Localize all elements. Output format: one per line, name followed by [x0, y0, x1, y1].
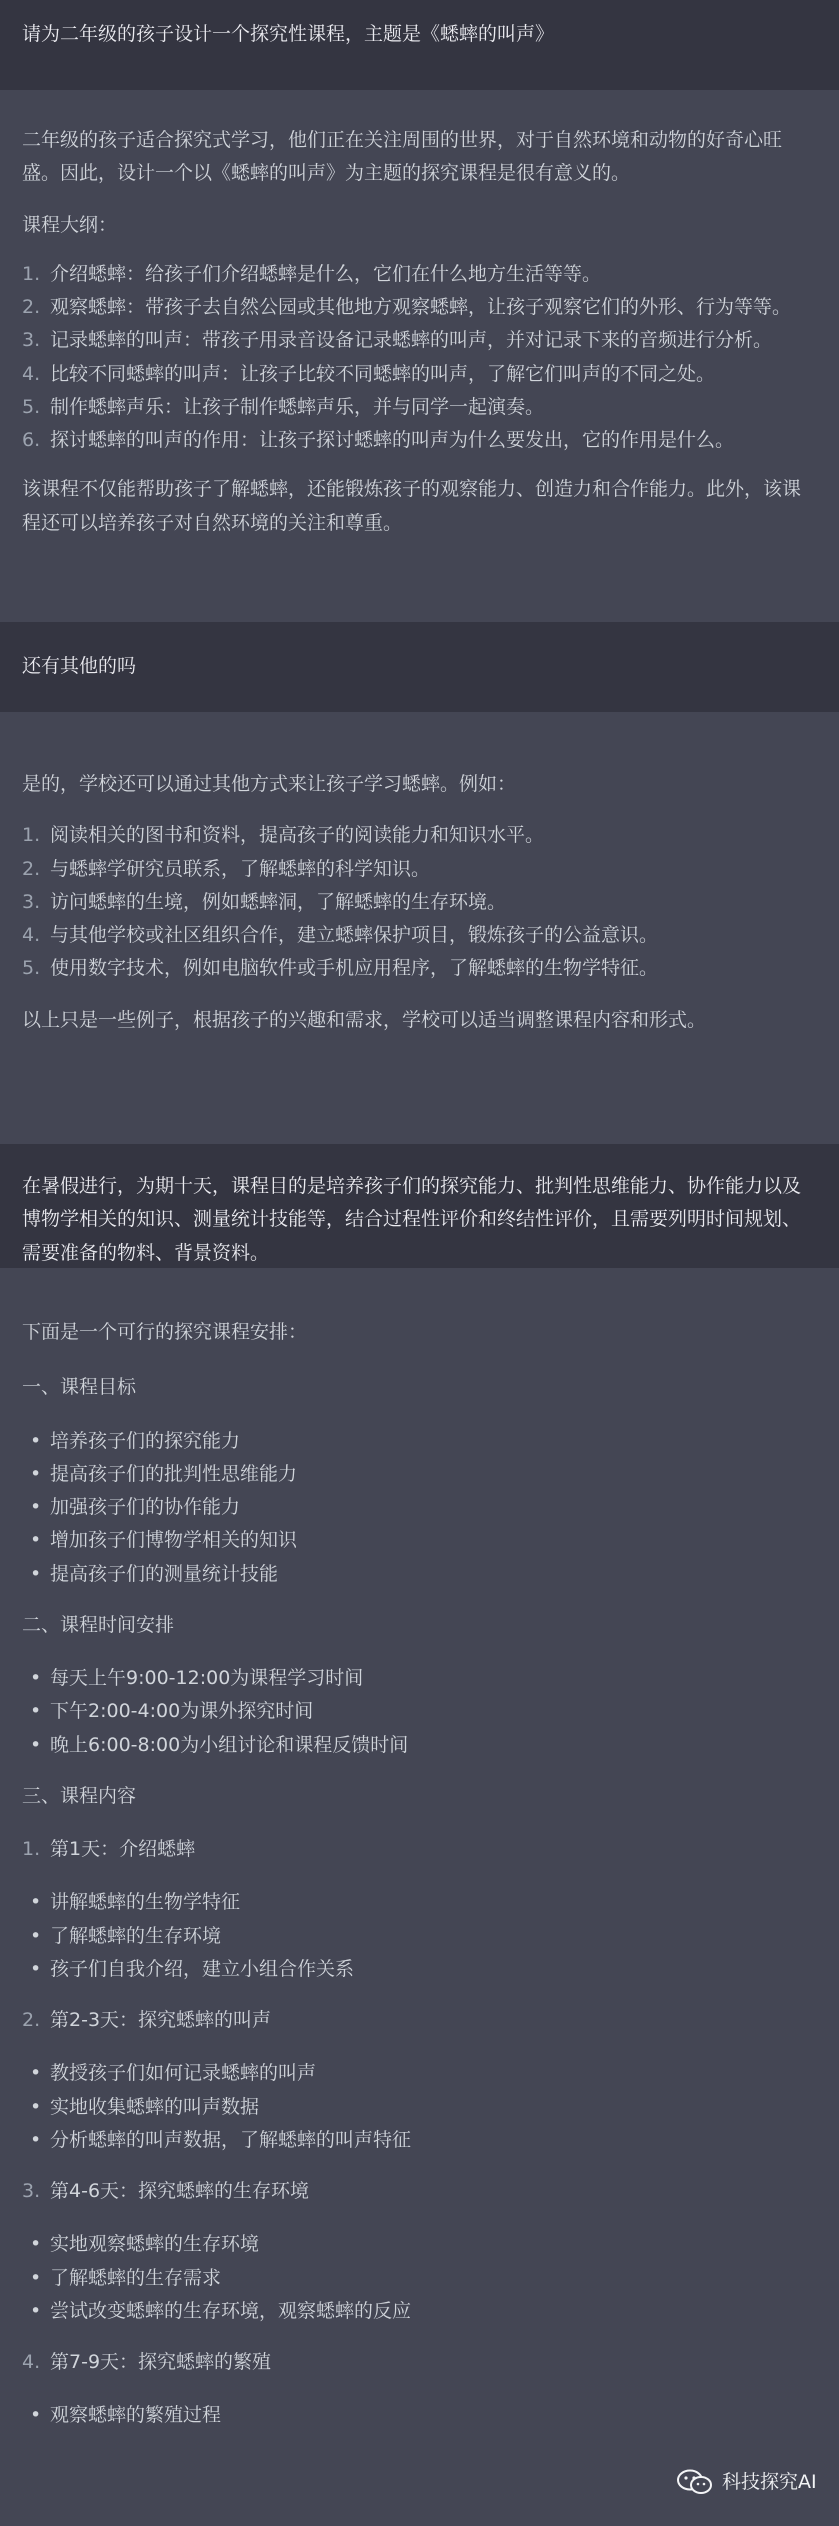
- list-item: [22, 886, 817, 919]
- list-number: 3.: [22, 890, 41, 913]
- user-message: [0, 0, 839, 90]
- bullet-icon: •: [30, 1733, 42, 1756]
- bullet-item: [22, 1695, 817, 1728]
- bullet-text: 实地观察蟋蟀的生存环境: [50, 2233, 260, 2256]
- assistant-paragraph: 二年级的孩子适合探究式学习，他们正在关注周围的世界，对于自然环境和动物的好奇心旺盛。因此，设计一个以《蟋蟀的叫声》为主题的探究课程是很有意义的。: [22, 129, 783, 185]
- list-number: 2.: [22, 857, 41, 880]
- bullet-text: 培养孩子们的探究能力: [50, 1429, 241, 1452]
- list-item: [22, 391, 817, 424]
- assistant-paragraph: 下面是一个可行的探究课程安排：: [22, 1321, 308, 1343]
- list-item: [22, 952, 817, 985]
- list-number: 2.: [22, 2009, 41, 2031]
- bullet-text: 增加孩子们博物学相关的知识: [50, 1529, 298, 1552]
- list-number: 3.: [22, 2180, 41, 2202]
- bullet-item: [22, 1524, 817, 1557]
- day-heading: [22, 2175, 817, 2208]
- bullet-text: 了解蟋蟀的生存需求: [50, 2266, 222, 2289]
- bullet-item: [22, 2262, 817, 2295]
- bullet-item: [22, 1558, 817, 1591]
- day-task-list: [22, 2399, 817, 2432]
- day-heading: [22, 2004, 817, 2037]
- watermark: [676, 2468, 817, 2496]
- bullet-icon: •: [30, 2404, 42, 2427]
- user-message-text: 请为二年级的孩子设计一个探究性课程，主题是《蟋蟀的叫声》: [22, 23, 555, 45]
- list-number: 4.: [22, 2351, 41, 2373]
- user-message: [0, 622, 839, 712]
- day-title: 第4-6天：探究蟋蟀的生存环境: [50, 2180, 310, 2202]
- list-item-text: 使用数字技术，例如电脑软件或手机应用程序，了解蟋蟀的生物学特征。: [50, 957, 659, 980]
- list-item: [22, 358, 817, 391]
- list-number: 6.: [22, 429, 41, 451]
- list-item: [22, 919, 817, 952]
- bullet-item: [22, 1662, 817, 1695]
- list-number: 2.: [22, 296, 41, 318]
- list-item: [22, 291, 817, 324]
- bullet-icon: •: [30, 1891, 42, 1914]
- bullet-item: [22, 1886, 817, 1919]
- bullet-text: 孩子们自我介绍，建立小组合作关系: [50, 1957, 355, 1980]
- bullet-icon: •: [30, 1957, 42, 1980]
- bullet-text: 尝试改变蟋蟀的生存环境，观察蟋蟀的反应: [50, 2299, 412, 2322]
- list-item: [22, 853, 817, 886]
- user-message-text: 还有其他的吗: [22, 655, 137, 677]
- bullet-icon: •: [30, 1562, 42, 1585]
- assistant-paragraph: 是的，学校还可以通过其他方式来让孩子学习蟋蟀。例如：: [22, 773, 517, 795]
- user-message: [0, 1144, 839, 1268]
- assistant-message: [0, 1268, 839, 2526]
- day-task-list: [22, 2057, 817, 2157]
- bullet-text: 讲解蟋蟀的生物学特征: [50, 1891, 241, 1914]
- list-item-text: 制作蟋蟀声乐：让孩子制作蟋蟀声乐，并与同学一起演奏。: [50, 395, 545, 418]
- time-list: [22, 1662, 817, 1762]
- bullet-icon: •: [30, 1700, 42, 1723]
- bullet-text: 加强孩子们的协作能力: [50, 1496, 241, 1518]
- list-number: 4.: [22, 362, 41, 385]
- bullet-item: [22, 2295, 817, 2328]
- bullet-icon: •: [30, 2266, 42, 2289]
- bullet-text: 下午2:00-4:00为课外探究时间: [50, 1700, 314, 1723]
- day-title: 第1天：介绍蟋蟀: [50, 1838, 196, 1860]
- assistant-paragraph: 该课程不仅能帮助孩子了解蟋蟀，还能锻炼孩子的观察能力、创造力和合作能力。此外，该课程还可以培养孩子对自然环境的关注和尊重。: [22, 478, 802, 534]
- list-item-text: 比较不同蟋蟀的叫声：让孩子比较不同蟋蟀的叫声，了解它们叫声的不同之处。: [50, 362, 716, 385]
- list-number: 4.: [22, 924, 41, 946]
- outline-list: [22, 258, 817, 458]
- outline-heading: 课程大纲：: [22, 213, 118, 236]
- list-item: [22, 258, 817, 291]
- list-item-text: 探讨蟋蟀的叫声的作用：让孩子探讨蟋蟀的叫声为什么要发出，它的作用是什么。: [50, 429, 735, 451]
- bullet-icon: •: [30, 2095, 42, 2118]
- assistant-message: [0, 712, 839, 1144]
- bullet-text: 晚上6:00-8:00为小组讨论和课程反馈时间: [50, 1733, 409, 1756]
- list-item-text: 与蟋蟀学研究员联系，了解蟋蟀的科学知识。: [50, 857, 431, 880]
- section-heading: 一、课程目标: [22, 1376, 137, 1399]
- wechat-icon: [676, 2468, 714, 2496]
- bullet-icon: •: [30, 1924, 42, 1947]
- bullet-item: [22, 1953, 817, 1986]
- bullet-item: [22, 2399, 817, 2432]
- list-number: 5.: [22, 957, 41, 980]
- bullet-text: 提高孩子们的测量统计技能: [50, 1562, 279, 1585]
- bullet-item: [22, 2124, 817, 2157]
- bullet-item: [22, 1920, 817, 1953]
- list-number: 1.: [22, 262, 41, 285]
- bullet-icon: •: [30, 2062, 42, 2085]
- section-heading: 二、课程时间安排: [22, 1613, 175, 1636]
- list-item-text: 观察蟋蟀：带孩子去自然公园或其他地方观察蟋蟀，让孩子观察它们的外形、行为等等。: [50, 296, 792, 318]
- bullet-item: [22, 1458, 817, 1491]
- bullet-item: [22, 1729, 817, 1762]
- bullet-item: [22, 1425, 817, 1458]
- day-title: 第7-9天：探究蟋蟀的繁殖: [50, 2351, 272, 2373]
- bullet-item: [22, 2057, 817, 2090]
- bullet-text: 分析蟋蟀的叫声数据，了解蟋蟀的叫声特征: [50, 2128, 412, 2151]
- list-item-text: 阅读相关的图书和资料，提高孩子的阅读能力和知识水平。: [50, 824, 545, 847]
- list-item-text: 与其他学校或社区组织合作，建立蟋蟀保护项目，锻炼孩子的公益意识。: [50, 924, 659, 946]
- day-title: 第2-3天：探究蟋蟀的叫声: [50, 2009, 272, 2031]
- day-heading: [22, 1833, 817, 1866]
- example-list: [22, 819, 817, 985]
- bullet-text: 每天上午9:00-12:00为课程学习时间: [50, 1667, 364, 1689]
- day-heading: [22, 2346, 817, 2379]
- bullet-icon: •: [30, 1429, 42, 1452]
- list-item: [22, 819, 817, 852]
- bullet-icon: •: [30, 1496, 42, 1518]
- bullet-text: 了解蟋蟀的生存环境: [50, 1924, 222, 1947]
- watermark-text: 科技探究AI: [722, 2471, 817, 2493]
- bullet-item: [22, 1491, 817, 1524]
- bullet-icon: •: [30, 1667, 42, 1689]
- bullet-icon: •: [30, 2233, 42, 2256]
- bullet-text: 观察蟋蟀的繁殖过程: [50, 2404, 222, 2427]
- list-number: 1.: [22, 824, 41, 847]
- list-number: 5.: [22, 395, 41, 418]
- list-number: 1.: [22, 1838, 41, 1860]
- bullet-item: [22, 2228, 817, 2261]
- list-number: 3.: [22, 329, 41, 352]
- bullet-icon: •: [30, 1529, 42, 1552]
- bullet-item: [22, 2091, 817, 2124]
- bullet-text: 实地收集蟋蟀的叫声数据: [50, 2095, 260, 2118]
- bullet-text: 提高孩子们的批判性思维能力: [50, 1462, 298, 1485]
- assistant-paragraph: 以上只是一些例子，根据孩子的兴趣和需求，学校可以适当调整课程内容和形式。: [22, 1008, 707, 1031]
- bullet-icon: •: [30, 1462, 42, 1485]
- assistant-message: [0, 90, 839, 622]
- bullet-text: 教授孩子们如何记录蟋蟀的叫声: [50, 2062, 317, 2085]
- list-item-text: 访问蟋蟀的生境，例如蟋蟀洞，了解蟋蟀的生存环境。: [50, 890, 507, 913]
- list-item-text: 记录蟋蟀的叫声：带孩子用录音设备记录蟋蟀的叫声，并对记录下来的音频进行分析。: [50, 329, 773, 352]
- list-item: [22, 324, 817, 357]
- day-task-list: [22, 1886, 817, 1986]
- bullet-icon: •: [30, 2299, 42, 2322]
- goal-list: [22, 1425, 817, 1591]
- day-task-list: [22, 2228, 817, 2328]
- bullet-icon: •: [30, 2128, 42, 2151]
- list-item-text: 介绍蟋蟀：给孩子们介绍蟋蟀是什么，它们在什么地方生活等等。: [50, 262, 602, 285]
- user-message-text: 在暑假进行，为期十天，课程目的是培养孩子们的探究能力、批判性思维能力、协作能力以及博物学相关的知识、测量统计技能等，结合过程性评价和终结性评价，且需要列明时间规划、需要准备的物料、背景资料。: [22, 1175, 802, 1264]
- list-item: [22, 424, 817, 457]
- section-heading: 三、课程内容: [22, 1784, 137, 1807]
